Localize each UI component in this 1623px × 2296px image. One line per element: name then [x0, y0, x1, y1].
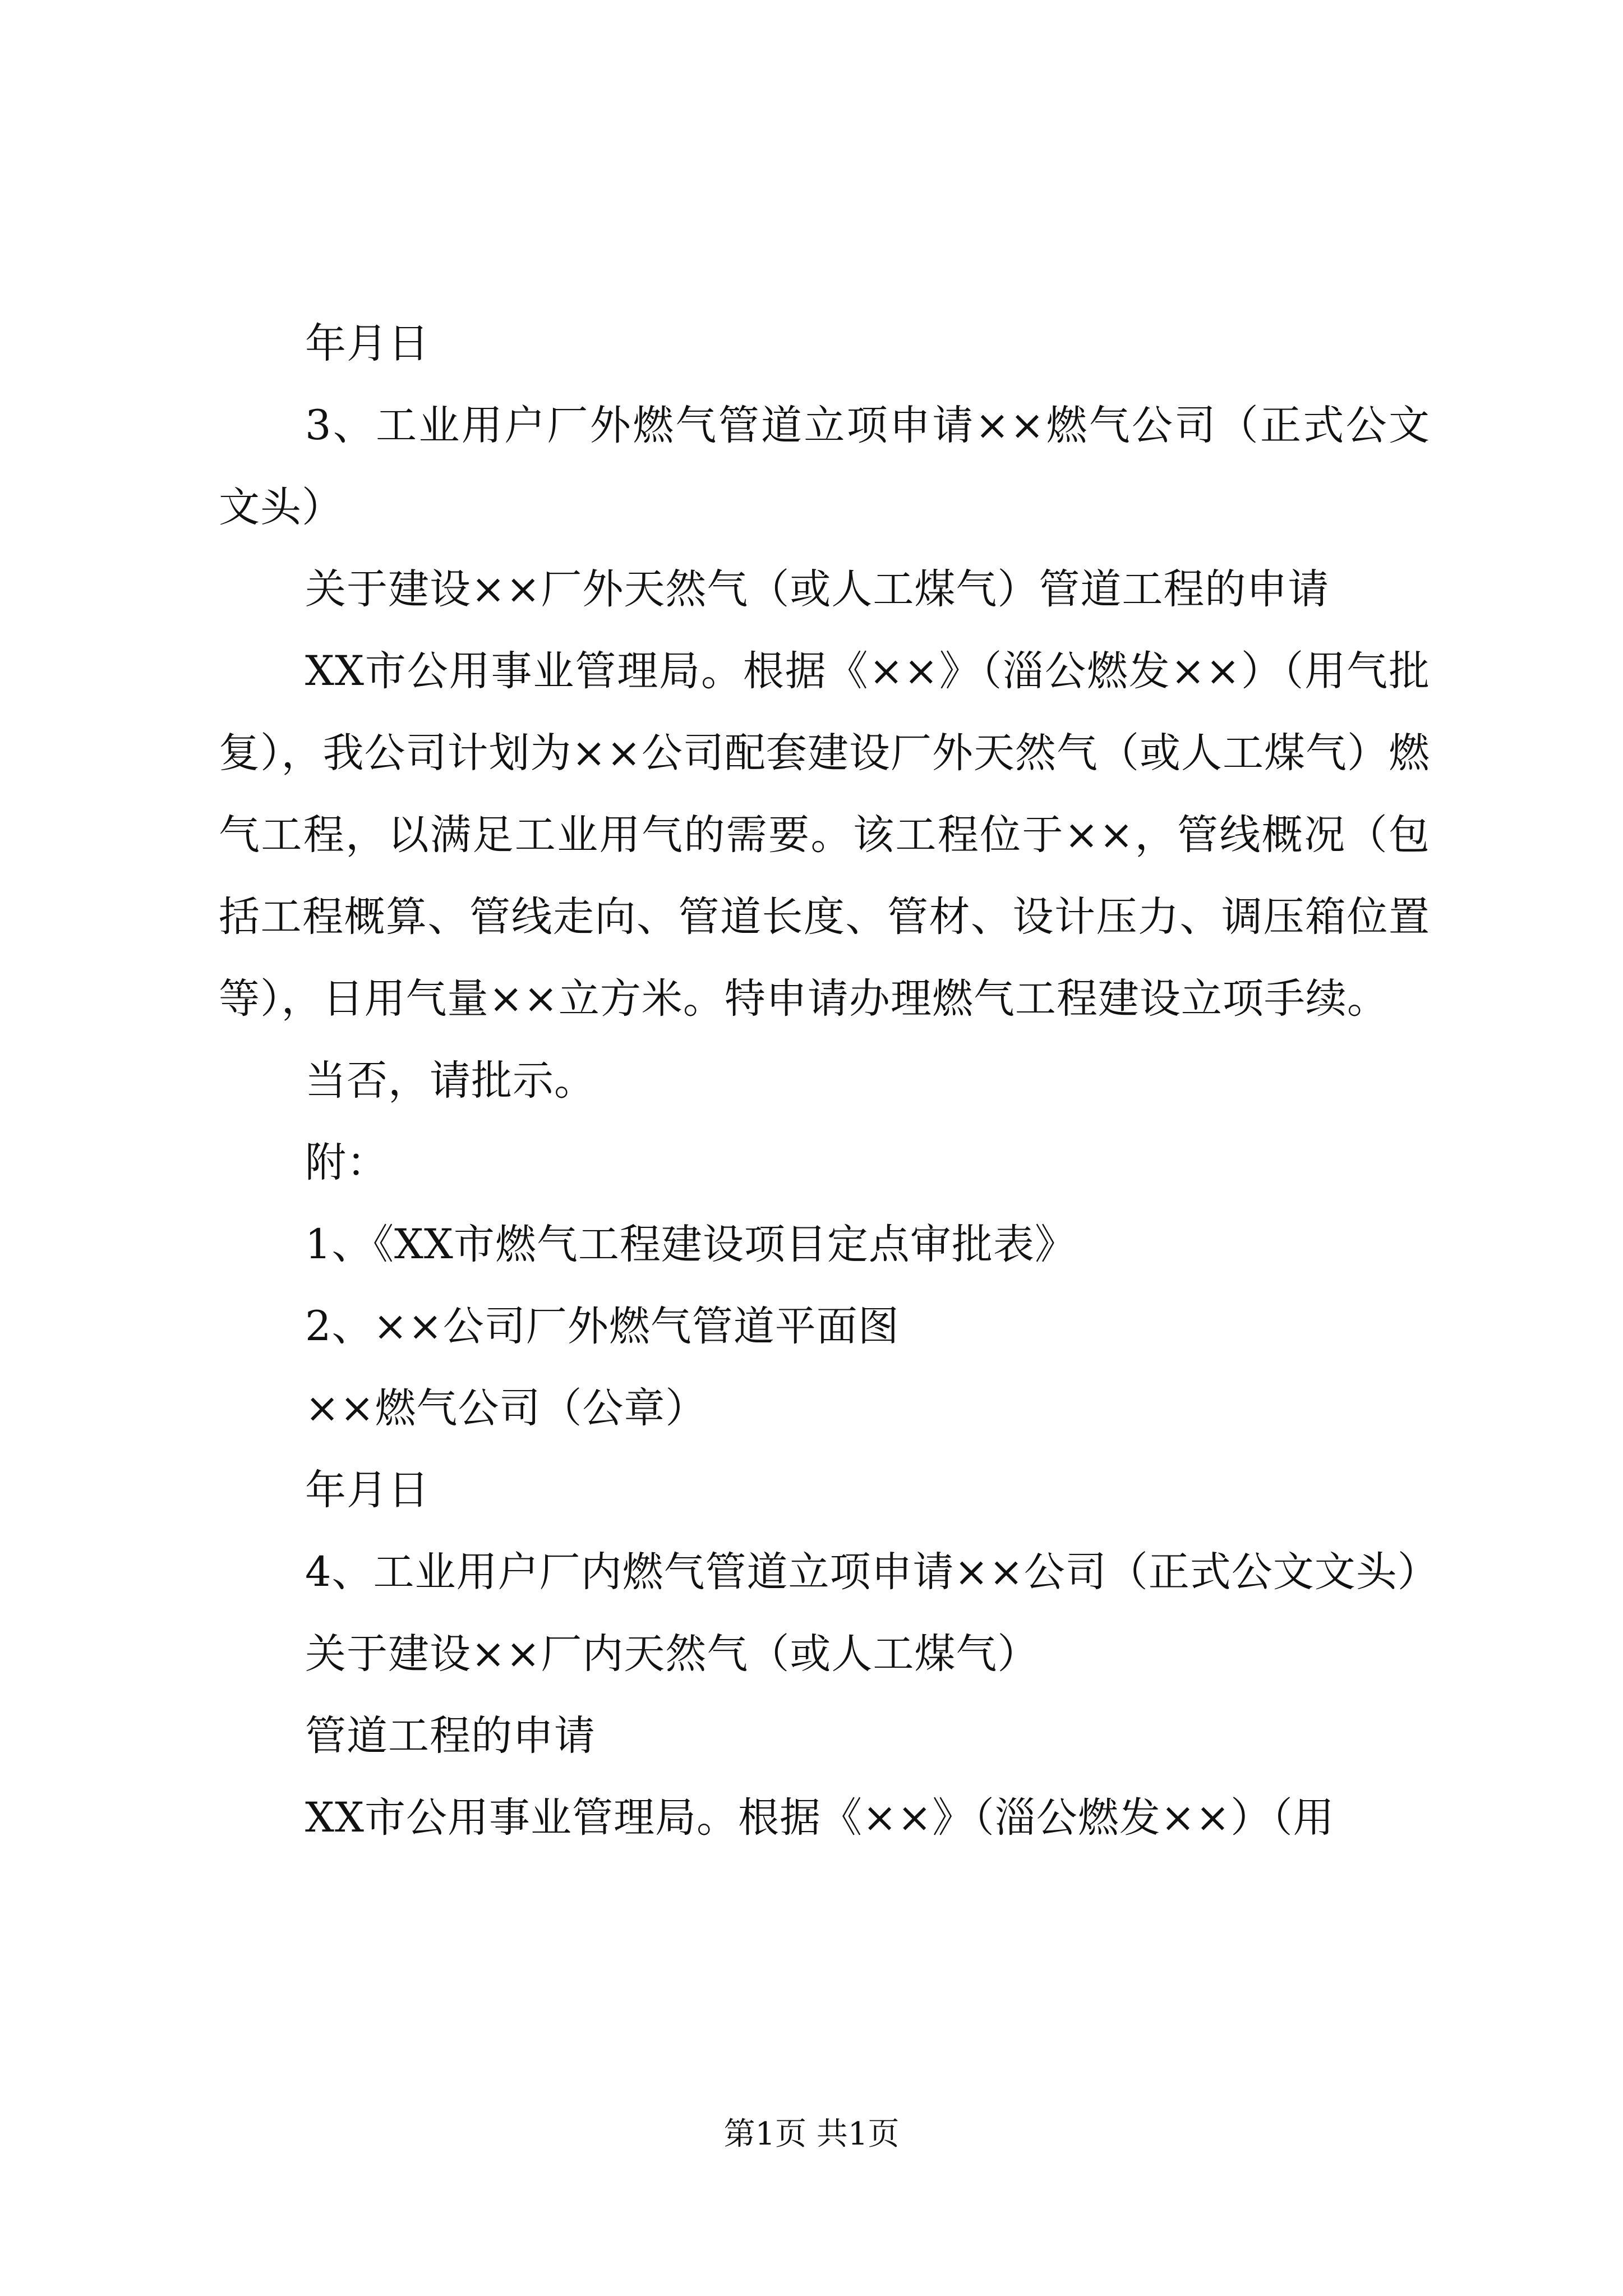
application-title-line-1: 关于建设××厂内天然气（或人工煤气）: [305, 1630, 1039, 1678]
application-body: XX市公用事业管理局。根据《××》（淄公燃发××）（用气批复），我公司计划为××公司配套建设厂外天然气（或人工煤气）燃气工程，以满足工业用气的需要。该工程位于××，管线概况（包括工程概算、管线走向、管道长度、管材、设计压力、调压箱位置等），日用气量××立方米。特申请办理燃气工程建设立项手续。: [219, 647, 1430, 1023]
application-body-start: XX市公用事业管理局。根据《××》（淄公燃发××）（用: [305, 1794, 1335, 1842]
page-footer: 第1页 共1页: [723, 2116, 900, 2152]
attachment-label: 附：: [305, 1139, 388, 1186]
attachment-item-1: 1、《XX市燃气工程建设项目定点审批表》: [305, 1221, 1076, 1268]
attachment-item-2: 2、××公司厂外燃气管道平面图: [305, 1303, 900, 1350]
application-title: 关于建设××厂外天然气（或人工煤气）管道工程的申请: [305, 565, 1330, 613]
application-title-line-2: 管道工程的申请: [305, 1712, 596, 1760]
date-line: 年月日: [305, 1466, 430, 1514]
section-4-heading: 4、工业用户厂内燃气管道立项申请××公司（正式公文文头）: [305, 1548, 1439, 1596]
document-body: [219, 303, 1439, 1859]
date-line: 年月日: [305, 320, 430, 367]
request-line: 当否，请批示。: [305, 1057, 596, 1105]
section-3-heading: 3、工业用户厂外燃气管道立项申请××燃气公司（正式公文文头）: [219, 402, 1430, 531]
company-seal-line: ××燃气公司（公章）: [305, 1384, 707, 1432]
